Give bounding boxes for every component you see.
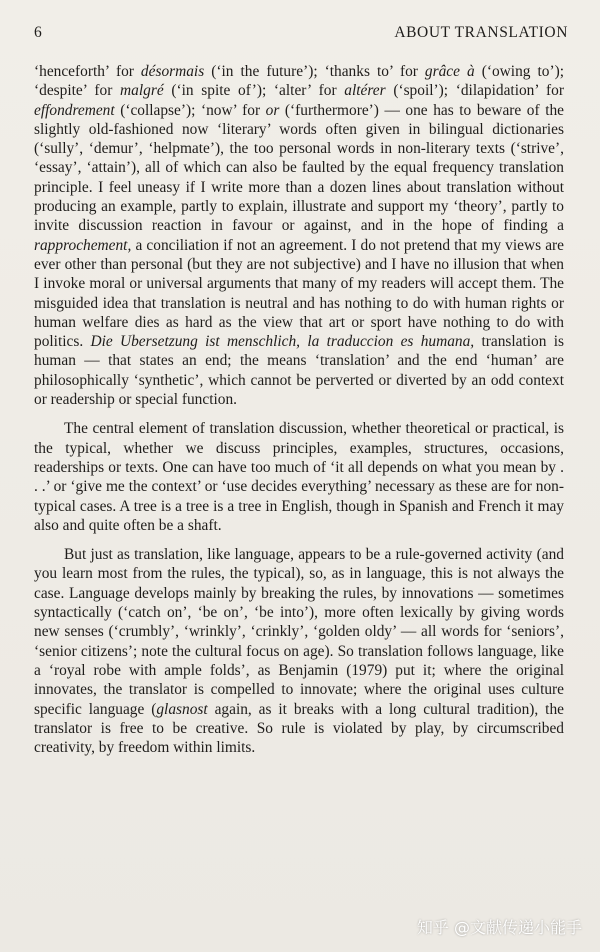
text-run: (‘collapse’); ‘now’ for [114, 101, 266, 119]
text-run: (‘furthermore’) — one has to beware of the slightly old-fashioned now ‘literary’ words often given in bilingual dictionaries (‘sully’, ‘demur’, ‘helpmate’), the too personal words in non-literary texts (‘strive’, ‘essay’, ‘attain’), all of which can also be faulted by the equal frequency translation principle. I feel uneasy if I write more than a dozen lines about translation without producing an example, partly to explain, illustrate and support my ‘theory’, partly to invite discussion reaction in favour or against, and in the hope of finding a [34, 101, 564, 235]
text-run: (‘spoil’); ‘dilapidation’ for [385, 82, 564, 100]
italic-text: or [265, 101, 280, 119]
paragraph [34, 62, 564, 409]
italic-text: altérer [344, 82, 386, 100]
text-run: (‘owing to’); ‘despite’ for [34, 63, 564, 100]
text-run: translation is human — that states an end; the means ‘translation’ and the end ‘human’ are philosophically ‘synthetic’, which cannot be perverted or diverted by an odd context or readership or special function. [34, 333, 564, 409]
italic-text: rapprochement, [34, 236, 132, 254]
paragraph [34, 545, 564, 757]
text-run: (‘in the future’); ‘thanks to’ for [204, 63, 425, 80]
italic-text: malgré [120, 82, 164, 100]
body-text [34, 62, 564, 757]
text-run: ‘henceforth’ for [34, 63, 141, 80]
running-title: ABOUT TRANSLATION [394, 24, 568, 41]
text-run: (‘in spite of’); ‘alter’ for [163, 82, 345, 100]
text-run: a conciliation if not an agreement. I do not pretend that my views are ever other than personal (but they are not subjective) and I have no illusion that when I invoke moral or universal arguments that many of my readers will accept them. The misguided idea that translation is neutral and has nothing to do with human rights or human welfare dies as hard as the view that art or sport have nothing to do with politics. [34, 236, 564, 351]
text-run: But just as translation, like language, appears to be a rule-governed activity (and you learn most from the rules, the typical), so, as in language, this is not always the case. Language develops mainly by breaking the rules, by innovations — sometimes syntactically (‘catch on’, ‘be on’, ‘be into’), more often lexically by giving words new senses (‘crumbly’, ‘wrinkly’, ‘crinkly’, ‘golden oldy’ — all words for ‘seniors’, ‘senior citizens’; note the cultural focus on age). So translation follows language, like a ‘royal robe with ample folds’, as Benjamin (1979) put it; where the original innovates, the translator is compelled to innovate; where the original uses culture specific language ( [34, 546, 564, 718]
text-run: The central element of translation discussion, whether theoretical or practical, is the typical, whether we discuss principles, examples, structures, occasions, readerships or texts. One can have too much of ‘it all depends on what you mean by . . .’ or ‘give me the context’ or ‘use decides everything’ necessary as these are for non-typical cases. A tree is a tree is a tree in English, though in Spanish and French it may also and quite often be a shaft. [34, 420, 564, 534]
italic-text: grâce à [424, 63, 475, 80]
paragraph [34, 419, 564, 535]
page-number: 6 [34, 24, 43, 41]
text-run: again, as it breaks with a long cultural tradition), the translator is free to be creative. So rule is violated by play, by circumscribed creativity, by freedom within limits. [34, 700, 564, 757]
italic-text: effondrement [34, 101, 115, 119]
italic-text: Die Ubersetzung ist menschlich, la traduccion es humana, [90, 333, 475, 351]
page-header [34, 24, 568, 42]
italic-text: désormais [140, 63, 205, 80]
italic-text: glasnost [156, 700, 208, 718]
watermark: 知乎 @文献传递小能手 [416, 918, 582, 937]
